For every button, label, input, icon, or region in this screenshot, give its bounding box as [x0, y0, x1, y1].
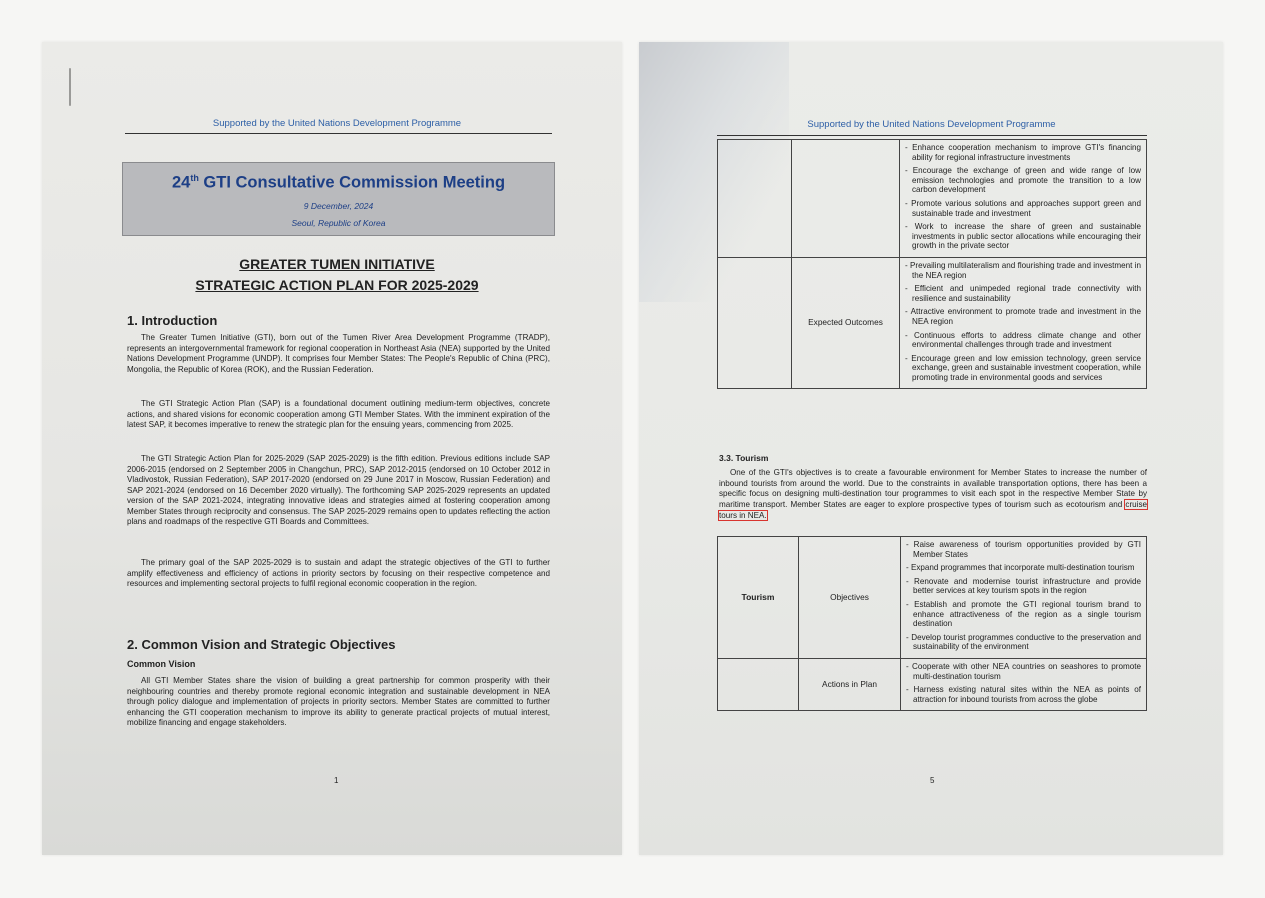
- tourism-paragraph: [719, 468, 1147, 522]
- list-item: - Establish and promote the GTI regional tourism brand to enhance attractiveness of the region as a single tourism destination: [906, 600, 1141, 629]
- section-heading-common-vision: 2. Common Vision and Strategic Objectives: [127, 637, 396, 652]
- meeting-date: 9 December, 2024: [303, 200, 374, 211]
- intro-paragraph-3: The GTI Strategic Action Plan for 2025-2029 (SAP 2025-2029) is the fifth edition. Previous editions include SAP 2006-2015 (endorsed on 2 September 2005 in Changchun, PRC), SAP 2012-2015 (endorsed on 10 October 2012 in Vladivostok, Russian Federation), SAP 2017-2020 (endorsed on 29 June 2017 in Moscow, Russian Federation) and SAP 2021-2024 (endorsed on 16 December 2020 virtually). The forthcoming SAP 2025-2029 represents an updated version of the SAP 2021-2024, integrating innovative ideas and strategies aimed at fostering cooperation among Member States through reciprocity and consensus. The SAP 2025-2029 remains open to updates reflecting the action plans and roadmaps of the respective GTI Boards and Committees.: [127, 454, 550, 526]
- table-cell: [718, 257, 792, 389]
- expected-outcomes-label: Expected Outcomes: [792, 257, 900, 389]
- table-cell: [900, 140, 1147, 258]
- list-item: - Develop tourist programmes conductive to the preservation and sustainability of the environment: [906, 633, 1141, 652]
- page-edge-mark: [69, 68, 71, 106]
- list-item: - Encourage the exchange of green and wide range of low emission technologies and promote the transition to a low carbon development: [905, 166, 1141, 195]
- actions-in-plan-label: Actions in Plan: [799, 658, 901, 710]
- meeting-title-text: GTI Consultative Commission Meeting: [198, 173, 506, 192]
- table-row: [718, 658, 1147, 710]
- header-rule: [125, 133, 552, 134]
- objectives-label: Objectives: [799, 537, 901, 659]
- bullet-list: [905, 261, 1141, 383]
- meeting-banner: [122, 162, 555, 236]
- list-item: - Expand programmes that incorporate multi-destination tourism: [906, 563, 1141, 573]
- list-item: - Cooperate with other NEA countries on seashores to promote multi-destination tourism: [906, 662, 1141, 681]
- document-page-left: [42, 42, 622, 855]
- document-title-line1: GREATER TUMEN INITIATIVE: [239, 256, 435, 272]
- table-cell: [900, 257, 1147, 389]
- table-cell: [901, 658, 1147, 710]
- section-heading-introduction: 1. Introduction: [127, 313, 218, 328]
- table-cell: [792, 140, 900, 258]
- subheading-common-vision: Common Vision: [127, 659, 196, 669]
- tourism-paragraph-text: One of the GTI's objectives is to create a favourable environment for Member States to increase the number of inbound tourists from around the world. Due to the constraints in available transportation options, there has been a specific focus on designing multi-destination tour programmes to visit each spot in the respective Member State by maritime transport. Member States are eager to explore prospective types of tourism such as ecotourism and: [719, 468, 1147, 510]
- bullet-list: [906, 540, 1141, 652]
- document-title-line2: STRATEGIC ACTION PLAN FOR 2025-2029: [195, 277, 479, 293]
- list-item: - Attractive environment to promote trade and investment in the NEA region: [905, 307, 1141, 326]
- table-row: [718, 257, 1147, 389]
- list-item: - Efficient and unimpeded regional trade connectivity with resilience and sustainability: [905, 284, 1141, 303]
- table-cell: [718, 658, 799, 710]
- tourism-table: [717, 536, 1147, 711]
- list-item: - Enhance cooperation mechanism to improve GTI's financing ability for regional infrastructure investments: [905, 143, 1141, 162]
- intro-paragraph-4: The primary goal of the SAP 2025-2029 is to sustain and adapt the strategic objectives of the GTI to further amplify effectiveness and efficiency of actions in priority sectors by focusing on their respective competence and resources and implementing sectoral projects to fulfil regional economic cooperation in the region.: [127, 558, 550, 588]
- highlighted-phrase: cruise tours in NEA.: [719, 500, 1147, 520]
- bullet-list: [905, 143, 1141, 251]
- page-number: 5: [930, 776, 935, 785]
- document-page-right: [639, 42, 1223, 855]
- header-supported-by: Supported by the United Nations Development Programme: [807, 119, 1056, 130]
- list-item: - Raise awareness of tourism opportunities provided by GTI Member States: [906, 540, 1141, 559]
- trade-outcomes-table: [717, 139, 1147, 389]
- table-row: [718, 140, 1147, 258]
- header-rule: [717, 135, 1147, 136]
- bullet-list: [906, 662, 1141, 704]
- table-row: [718, 537, 1147, 659]
- meeting-title-ordinal: th: [190, 173, 199, 183]
- list-item: - Encourage green and low emission technology, green service exchange, green and sustainable investment cooperation, while promoting trade in environmental goods and services: [905, 354, 1141, 383]
- table-cell: [718, 140, 792, 258]
- list-item: - Work to increase the share of green and sustainable investments in public sector allocations while encouraging their growth in the private sector: [905, 222, 1141, 251]
- intro-paragraph-2: The GTI Strategic Action Plan (SAP) is a foundational document outlining medium-term objectives, concrete actions, and shared visions for economic cooperation among GTI Member States. With the imminent expiration of the latest SAP, it becomes imperative to renew the strategic plan for the ensuing years, commencing from 2025.: [127, 399, 550, 429]
- page-number: 1: [334, 776, 339, 785]
- header-supported-by: Supported by the United Nations Development Programme: [212, 118, 462, 129]
- section-heading-tourism: 3.3. Tourism: [719, 453, 769, 463]
- list-item: - Renovate and modernise tourist infrastructure and provide better services at key tourism spots in the region: [906, 577, 1141, 596]
- meeting-title-number: 24: [171, 173, 191, 192]
- list-item: - Prevailing multilateralism and flourishing trade and investment in the NEA region: [905, 261, 1141, 280]
- meeting-title: [123, 173, 554, 193]
- intro-paragraph-1: The Greater Tumen Initiative (GTI), born out of the Tumen River Area Development Programme (TRADP), represents an intergovernmental framework for regional cooperation in Northeast Asia (NEA) supported by the United Nations Development Programme (UNDP). It comprises four Member States: The People's Republic of China (PRC), Mongolia, the Republic of Korea (ROK), and the Russian Federation.: [127, 333, 550, 374]
- list-item: - Continuous efforts to address climate change and other environmental challenges through trade and investment: [905, 331, 1141, 350]
- list-item: - Harness existing natural sites within the NEA as points of attraction for inbound tourists from across the globe: [906, 685, 1141, 704]
- tourism-sector-label: Tourism: [718, 537, 799, 659]
- table-cell: [901, 537, 1147, 659]
- common-vision-paragraph: All GTI Member States share the vision of building a great partnership for common prosperity with their neighbouring countries and thereby promote regional economic integration and sustainable development in NEA through policy dialogue and implementation of projects in priority sectors. Member States are committed to further enhancing the GTI cooperation mechanism to improve its ability to generate practical projects of mutual interest, mobilize financing and engage stakeholders.: [127, 676, 550, 727]
- meeting-location: Seoul, Republic of Korea: [291, 217, 386, 228]
- list-item: - Promote various solutions and approaches support green and sustainable trade and investment: [905, 199, 1141, 218]
